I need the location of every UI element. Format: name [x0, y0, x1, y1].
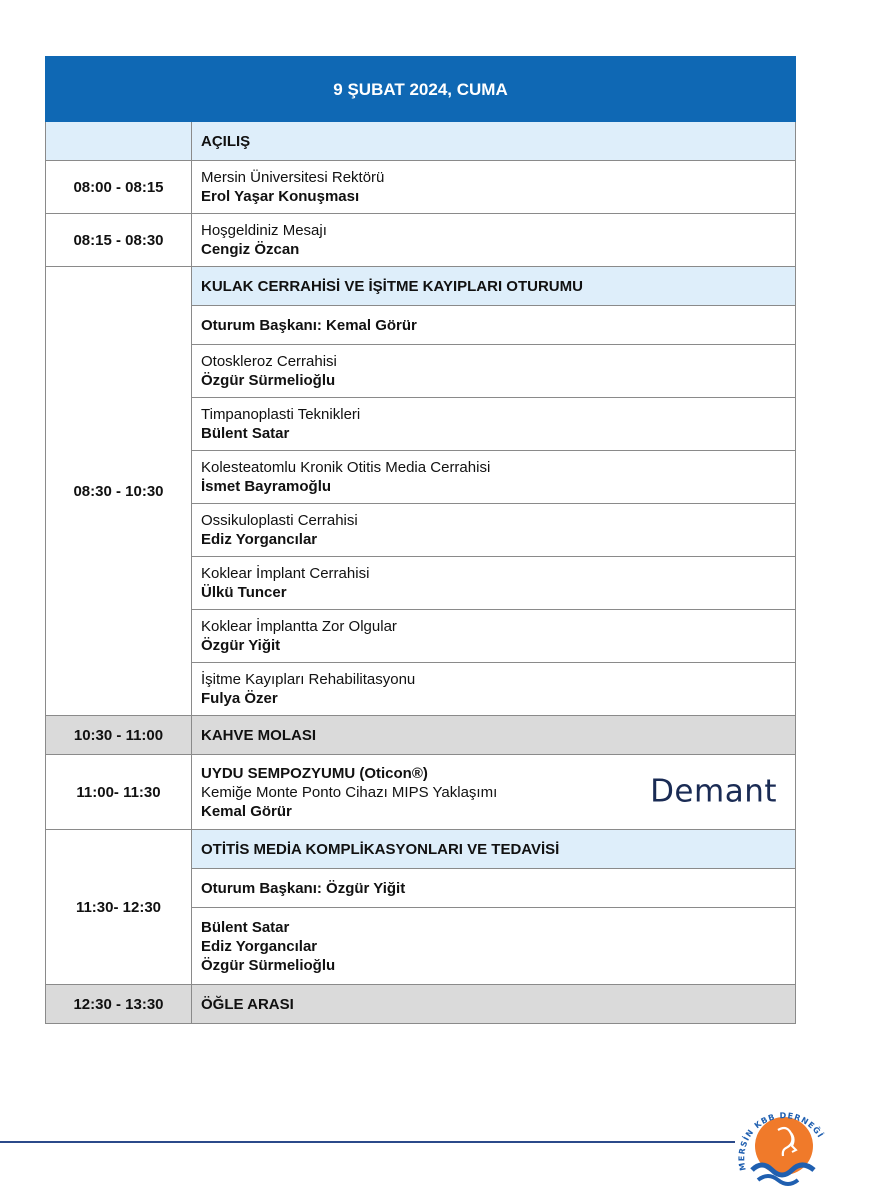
program-table — [45, 56, 796, 1024]
opening-label: AÇILIŞ — [192, 122, 796, 161]
agenda-item — [192, 610, 796, 663]
talk-title: Otoskleroz Cerrahisi — [201, 353, 337, 370]
talk-title: Ossikuloplasti Cerrahisi — [201, 512, 358, 529]
agenda-item — [192, 504, 796, 557]
time-cell: 08:00 - 08:15 — [46, 161, 192, 214]
speaker-name: Bülent Satar — [201, 918, 290, 936]
speaker-name: Ediz Yorgancılar — [201, 937, 318, 955]
wave-icon — [758, 1176, 798, 1184]
talk-title: Koklear İmplant Cerrahisi — [201, 565, 370, 582]
agenda-item — [192, 451, 796, 504]
lunch-time: 12:30 - 13:30 — [46, 985, 192, 1024]
talk-speaker: Özgür Yiğit — [201, 637, 281, 654]
talk-title: Kolesteatomlu Kronik Otitis Media Cerrahisi — [201, 459, 491, 476]
agenda-item — [192, 161, 796, 214]
session2-chair: Oturum Başkanı: Özgür Yiğit — [192, 869, 796, 908]
symposium-speaker: Kemal Görür — [201, 802, 292, 820]
kbb-association-logo — [728, 1092, 836, 1188]
session2-speakers — [192, 908, 796, 985]
talk-speaker: Erol Yaşar Konuşması — [201, 188, 360, 205]
time-cell: 08:15 - 08:30 — [46, 214, 192, 267]
talk-title: Mersin Üniversitesi Rektörü — [201, 169, 385, 186]
talk-title: İşitme Kayıpları Rehabilitasyonu — [201, 671, 416, 688]
agenda-item — [192, 663, 796, 716]
logo-arc-text: MERSİN KBB DERNEĞİ — [737, 1111, 826, 1172]
coffee-time: 10:30 - 11:00 — [46, 716, 192, 755]
agenda-item — [192, 398, 796, 451]
lunch-label: ÖĞLE ARASI — [192, 985, 796, 1024]
session1-time: 08:30 - 10:30 — [46, 267, 192, 716]
session1-chair: Oturum Başkanı: Kemal Görür — [192, 306, 796, 345]
symposium-subtitle: Kemiğe Monte Ponto Cihazı MIPS Yaklaşımı — [201, 783, 498, 801]
agenda-item — [192, 214, 796, 267]
sponsor-logo: Demant — [650, 773, 778, 810]
talk-speaker: Bülent Satar — [201, 425, 290, 442]
talk-speaker: Ülkü Tuncer — [201, 584, 287, 601]
talk-title: Koklear İmplantta Zor Olgular — [201, 618, 397, 635]
talk-speaker: Fulya Özer — [201, 690, 278, 707]
symposium-time: 11:00- 11:30 — [46, 755, 192, 830]
session2-title: OTİTİS MEDİA KOMPLİKASYONLARI VE TEDAVİSİ — [192, 830, 796, 869]
speaker-name: Özgür Sürmelioğlu — [201, 956, 336, 974]
session1-title: KULAK CERRAHİSİ VE İŞİTME KAYIPLARI OTURUMU — [192, 267, 796, 306]
footer-rule — [0, 1141, 735, 1143]
talk-speaker: Özgür Sürmelioğlu — [201, 372, 336, 389]
talk-title: Hoşgeldiniz Mesajı — [201, 222, 327, 239]
coffee-label: KAHVE MOLASI — [192, 716, 796, 755]
talk-speaker: Ediz Yorgancılar — [201, 531, 318, 548]
opening-time-cell — [46, 122, 192, 161]
agenda-item — [192, 557, 796, 610]
symposium-cell — [192, 755, 796, 830]
talk-speaker: Cengiz Özcan — [201, 241, 300, 258]
talk-title: Timpanoplasti Teknikleri — [201, 406, 361, 423]
talk-speaker: İsmet Bayramoğlu — [201, 478, 332, 495]
day-header: 9 ŞUBAT 2024, CUMA — [46, 57, 796, 122]
symposium-title: UYDU SEMPOZYUMU (Oticon®) — [201, 764, 428, 782]
session2-time: 11:30- 12:30 — [46, 830, 192, 985]
agenda-item — [192, 345, 796, 398]
